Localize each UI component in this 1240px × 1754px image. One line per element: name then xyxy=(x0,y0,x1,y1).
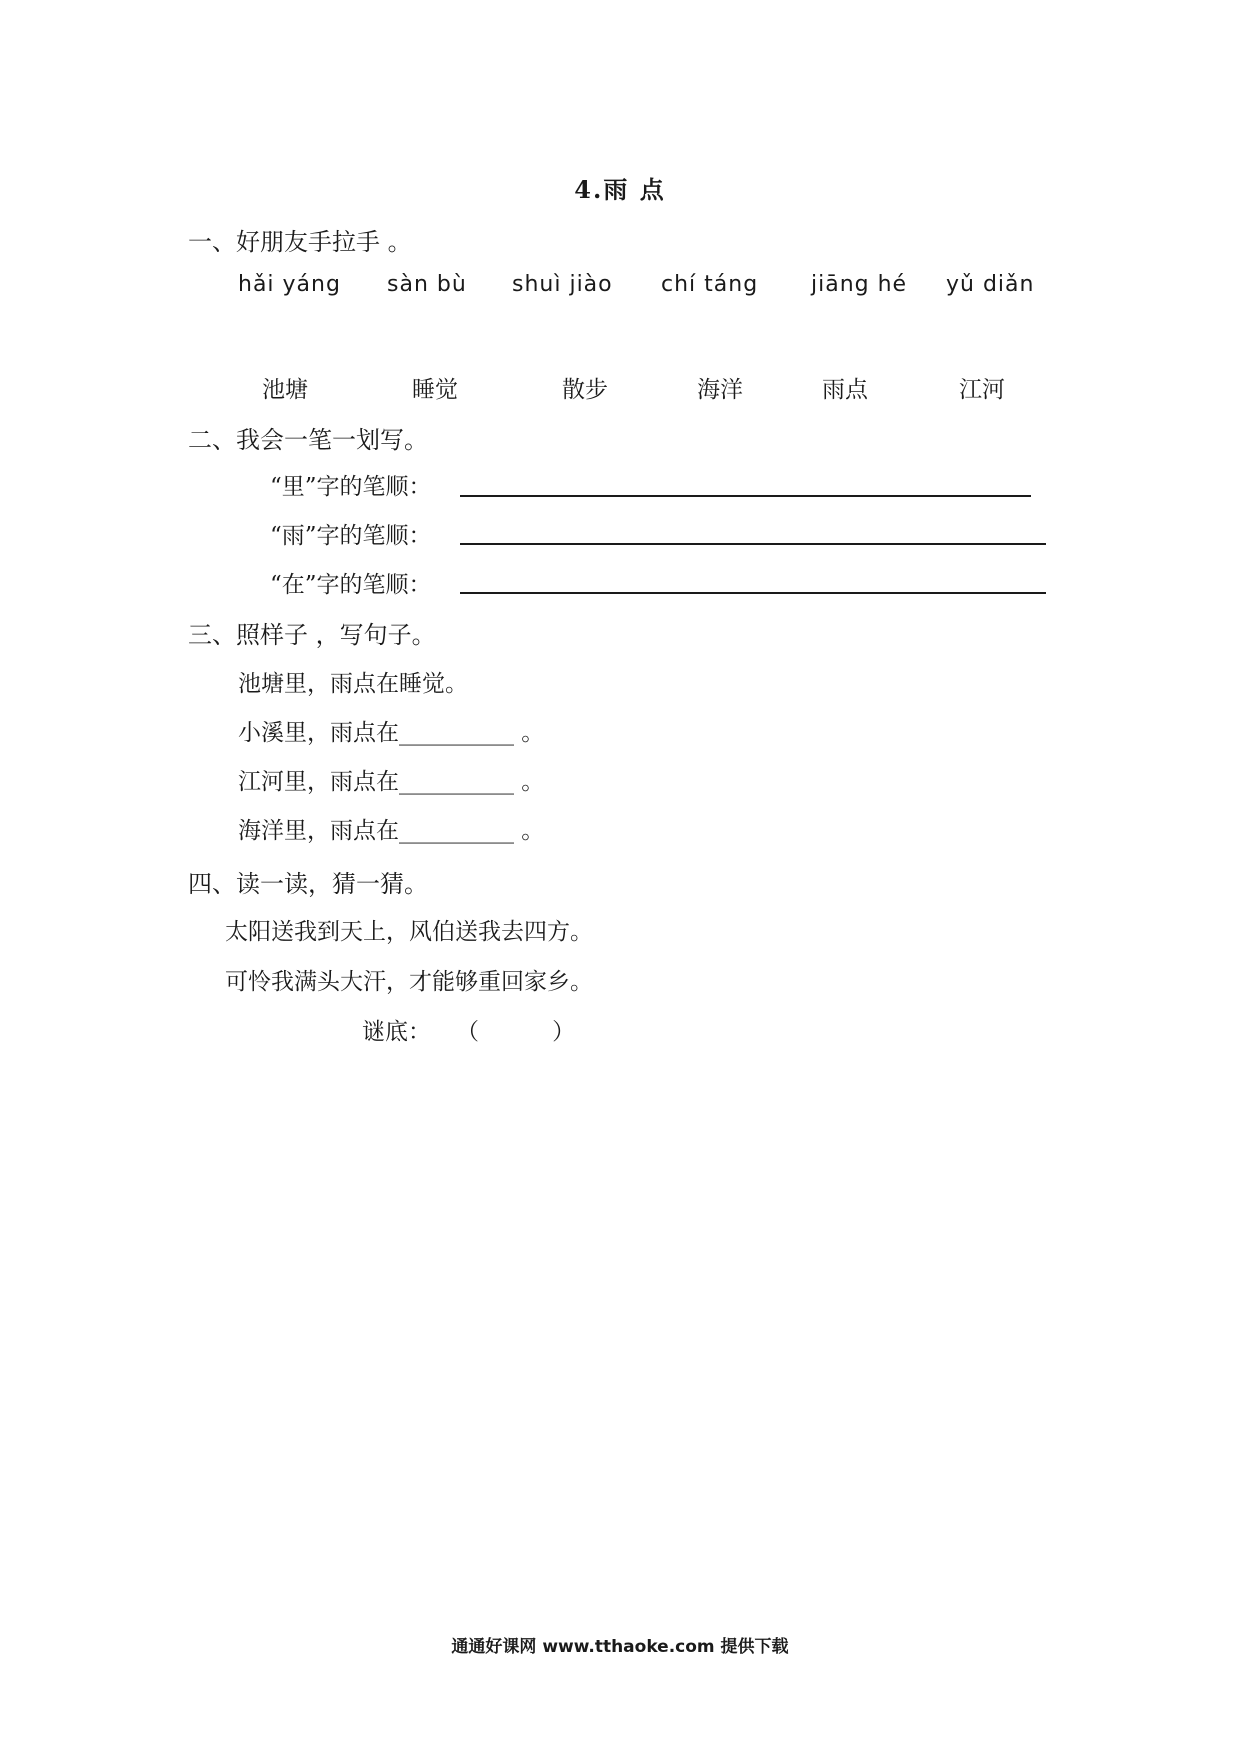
section-1-heading: 一、好朋友手拉手 。 xyxy=(188,228,412,256)
example-sentence: 池塘里，雨点在睡觉。 xyxy=(238,671,468,697)
pinyin-6: yǔ diǎn xyxy=(946,272,1035,297)
stroke-order-yu-label: “雨”字的笔顺： xyxy=(270,523,432,549)
stroke-order-zai-line[interactable] xyxy=(460,592,1046,594)
word-1: 池塘 xyxy=(262,377,308,403)
pinyin-5: jiāng hé xyxy=(811,272,908,297)
stroke-order-li-line[interactable] xyxy=(460,495,1031,497)
word-5: 雨点 xyxy=(822,377,868,403)
fill-sentence-1[interactable]: 小溪里，雨点在__________ 。 xyxy=(238,720,545,746)
pinyin-2: sàn bù xyxy=(387,272,467,297)
section-3-heading: 三、照样子 ，写句子。 xyxy=(188,621,436,649)
stroke-order-zai-label: “在”字的笔顺： xyxy=(270,572,432,598)
fill-sentence-3[interactable]: 海洋里，雨点在__________ 。 xyxy=(238,818,545,844)
fill-sentence-2[interactable]: 江河里，雨点在__________ 。 xyxy=(238,769,545,795)
page-title: 4.雨 点 xyxy=(574,175,666,204)
footer-credit: 通通好课网 www.tthaoke.com 提供下载 xyxy=(451,1637,789,1657)
word-4: 海洋 xyxy=(697,377,743,403)
riddle-line-2: 可怜我满头大汗，才能够重回家乡。 xyxy=(225,969,593,995)
word-2: 睡觉 xyxy=(412,377,458,403)
stroke-order-yu-line[interactable] xyxy=(460,543,1046,545)
pinyin-4: chí táng xyxy=(661,272,759,297)
word-6: 江河 xyxy=(959,377,1005,403)
pinyin-1: hǎi yáng xyxy=(238,272,341,297)
riddle-answer-blank[interactable]: （ ） xyxy=(456,1019,576,1045)
word-3: 散步 xyxy=(562,377,608,403)
stroke-order-li-label: “里”字的笔顺： xyxy=(270,474,432,500)
section-2-heading: 二、我会一笔一划写。 xyxy=(188,426,428,454)
riddle-line-1: 太阳送我到天上，风伯送我去四方。 xyxy=(225,919,593,945)
section-4-heading: 四、读一读，猜一猜。 xyxy=(188,870,428,898)
riddle-answer-label: 谜底： xyxy=(362,1019,431,1045)
pinyin-3: shuì jiào xyxy=(512,272,613,297)
